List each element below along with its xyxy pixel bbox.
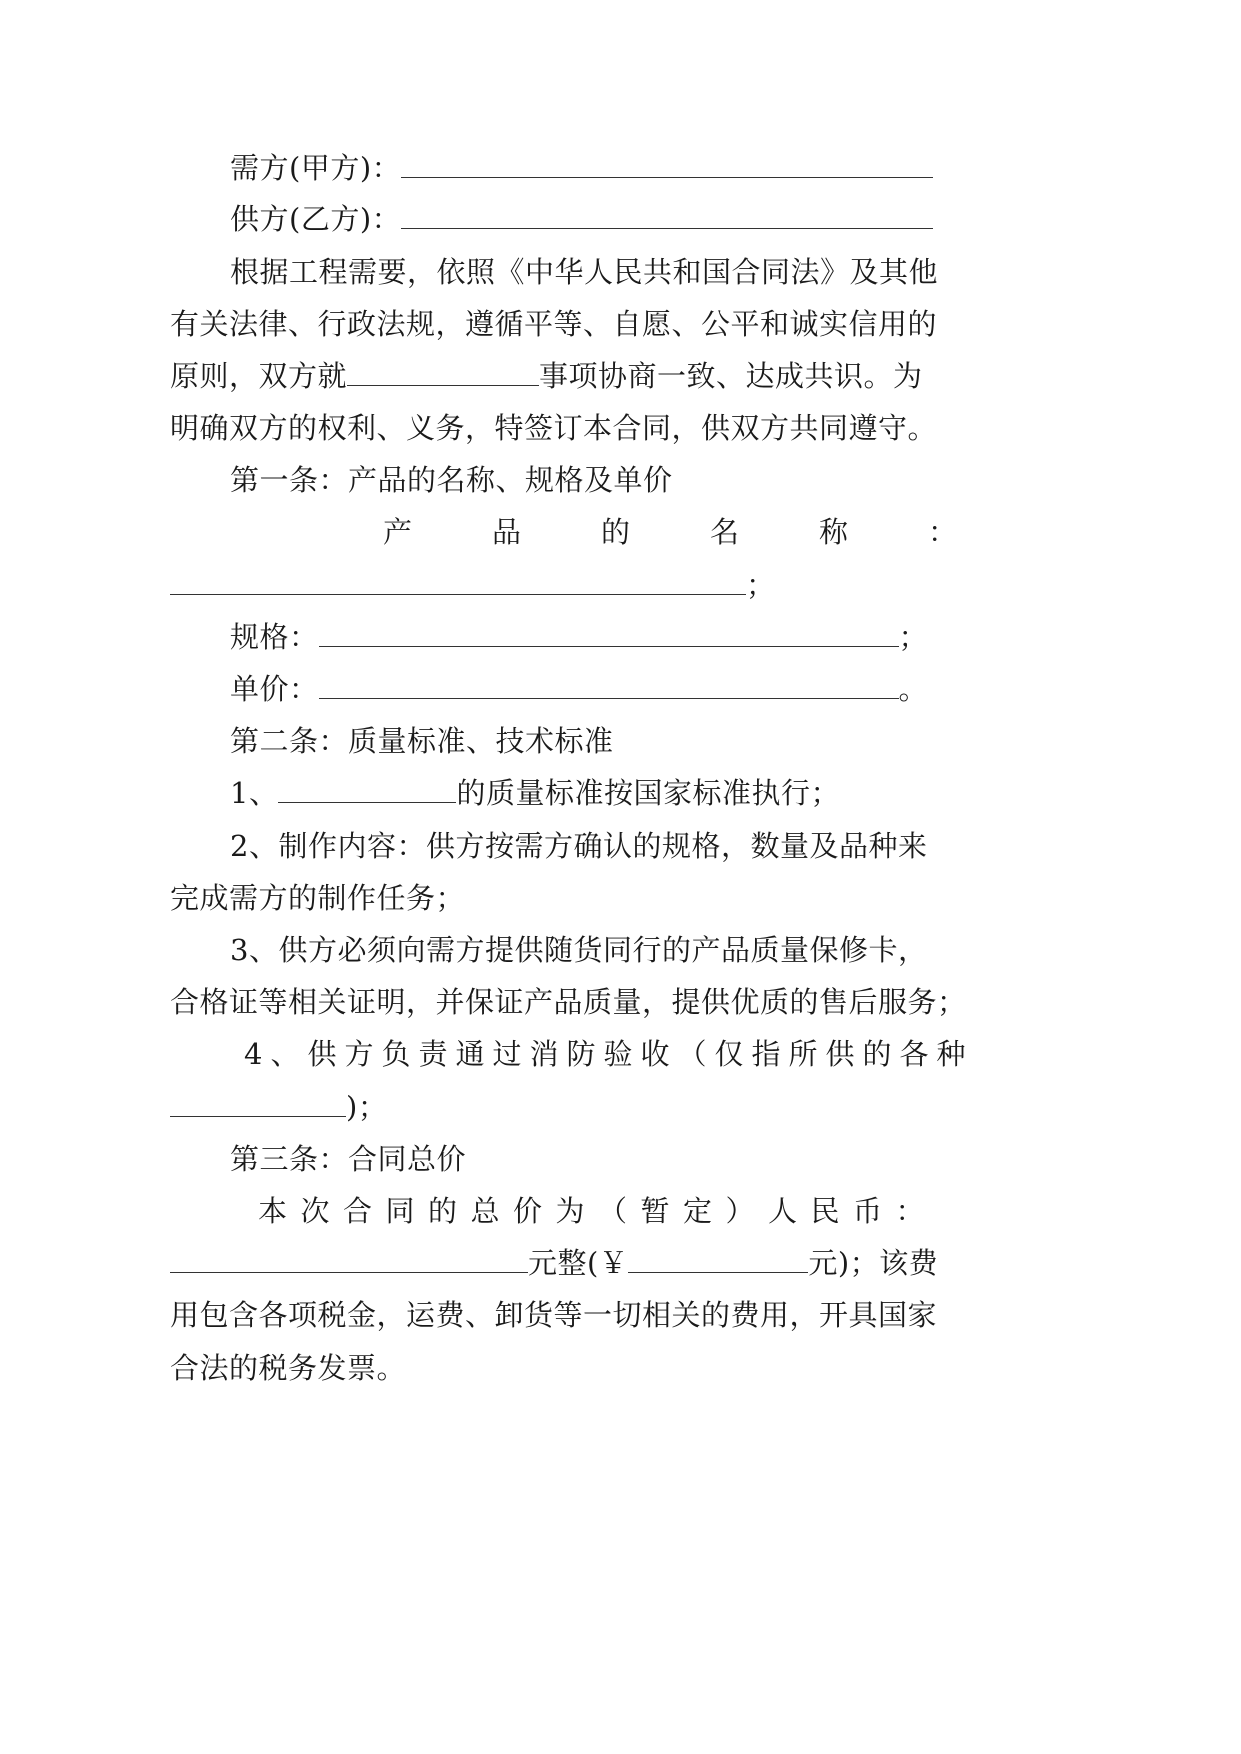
seller-label: 供方(乙方)： [230, 202, 402, 236]
seller-blank[interactable] [401, 202, 933, 229]
matter-blank[interactable] [347, 359, 539, 386]
total-price-text: 本次合同的总价为（暂定）人民币： [258, 1194, 939, 1228]
price-line [230, 669, 928, 709]
spec-end: ； [898, 620, 929, 654]
article3-line4: 合法的税务发票。 [170, 1351, 407, 1385]
product-name-label [383, 512, 1038, 552]
intro-line-4: 明确双方的权利、义务，特签订本合同，供双方共同遵守。 [170, 411, 938, 445]
article1-heading: 第一条：产品的名称、规格及单价 [230, 463, 673, 497]
article3-line3: 用包含各项税金，运费、卸货等一切相关的费用，开具国家 [170, 1298, 938, 1332]
intro-line-3-prefix: 原则，双方就 [170, 359, 348, 393]
product-name-line [170, 565, 776, 605]
article3-heading: 第三条：合同总价 [230, 1142, 467, 1176]
intro-line-2: 有关法律、行政法规，遵循平等、自愿、公平和诚实信用的 [170, 307, 938, 341]
product-name-end: ； [746, 568, 776, 602]
article2-heading: 第二条：质量标准、技术标准 [230, 724, 614, 758]
article2-item2-line1: 2、制作内容：供方按需方确认的规格，数量及品种来 [230, 829, 928, 863]
total-yuan-label: 元整(￥ [528, 1246, 629, 1280]
spec-blank[interactable] [319, 620, 899, 647]
quality-item-blank[interactable] [278, 776, 456, 803]
total-price-line2 [170, 1243, 938, 1283]
spec-line [230, 617, 928, 657]
total-end: 元)；该费 [808, 1246, 939, 1280]
article2-item4-line1: 4、供方负责通过消防验收（仅指所供的各种 [244, 1037, 974, 1071]
price-end: 。 [898, 672, 929, 706]
article2-item2-line2: 完成需方的制作任务； [170, 881, 466, 915]
seller-line [230, 199, 933, 239]
total-price-line1 [258, 1191, 939, 1231]
intro-line-3 [170, 356, 923, 396]
total-number-blank[interactable] [628, 1246, 808, 1273]
fire-items-blank[interactable] [170, 1090, 346, 1117]
price-blank[interactable] [319, 672, 899, 699]
intro-line-3-suffix: 事项协商一致、达成共识。为 [539, 359, 923, 393]
article2-item1-prefix: 1、 [230, 776, 279, 810]
total-words-blank[interactable] [170, 1246, 528, 1273]
product-name-label-text: 产品的名称： [383, 515, 1038, 549]
article2-item4-line2 [170, 1087, 387, 1127]
article2-item3-line2: 合格证等相关证明，并保证产品质量，提供优质的售后服务； [170, 985, 967, 1019]
buyer-line [230, 148, 933, 188]
product-name-blank[interactable] [170, 568, 746, 595]
spec-label: 规格： [230, 620, 319, 654]
article2-item4-end: )； [346, 1090, 388, 1124]
price-label: 单价： [230, 672, 319, 706]
buyer-label: 需方(甲方)： [230, 151, 402, 185]
article2-item3-line1: 3、供方必须向需方提供随货同行的产品质量保修卡， [230, 933, 928, 967]
article2-item1 [230, 773, 840, 813]
intro-line-1: 根据工程需要，依照《中华人民共和国合同法》及其他 [230, 255, 939, 289]
buyer-blank[interactable] [401, 151, 933, 178]
article2-item1-suffix: 的质量标准按国家标准执行； [456, 776, 840, 810]
